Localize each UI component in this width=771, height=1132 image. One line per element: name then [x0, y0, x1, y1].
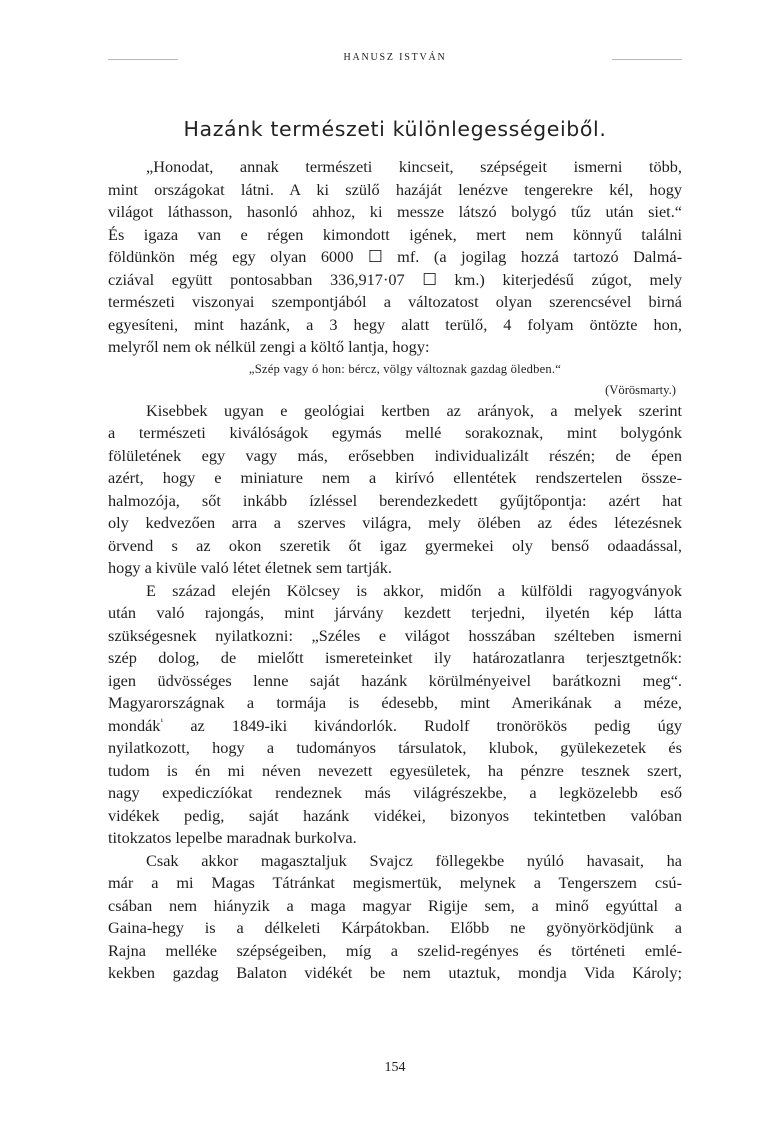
text-line: Magyarországnak a tormája is édesebb, mint Amerikának a méze, — [108, 693, 682, 712]
text-line: melyről nem ok nélkül zengi a költő lantja, hogy: — [108, 337, 430, 356]
poem-quote — [108, 359, 682, 400]
text-line: már a mi Magas Tátránkat megismertük, melynek a Tengerszem csú- — [108, 873, 682, 892]
text-line: hogy a kivüle való létet életnek sem tartják. — [108, 558, 392, 577]
body-text — [108, 156, 682, 985]
text-line: földünkön még egy olyan 6000 ☐ mf. (a jogilag hozzá tartozó Dalmá- — [108, 247, 682, 266]
text-line: Rajna melléke szépségeiben, míg a szelid-regényes és történeti emlé- — [108, 940, 682, 960]
quote-text: „Szép vagy ó hon: bércz, völgy változnak gazdag öledben.“ — [248, 361, 562, 376]
text-line: nyilatkozott, hogy a tudományos társulatok, klubok, gyülekezetek és — [108, 738, 682, 757]
header-rule-right — [612, 59, 682, 60]
text-line: kekben gazdag Balaton vidékét be nem utaztuk, mondja Vida Károly; — [108, 963, 682, 982]
text-line: szükségesnek nyilatkozni: „Széles e világot hosszában szélteben ismerni — [108, 625, 682, 645]
text-line: „Honodat, annak természeti kincseit, szépségeit ismerni több, — [146, 157, 682, 176]
paragraph-4 — [108, 850, 682, 985]
paragraph-1 — [108, 156, 682, 359]
text-line: És igaza van e régen kimondott igének, mert nem könnyű találni — [108, 224, 682, 244]
text-segment: mondák — [108, 715, 161, 735]
running-title: HANUSZ ISTVÁN — [343, 52, 447, 63]
text-line: szép dolog, de mielőtt ismereteinket ily határozatlanra terjesztgetnők: — [108, 648, 682, 667]
paragraph-2 — [108, 400, 682, 580]
page-number: 154 — [384, 1060, 406, 1075]
text-line: után való rajongás, mint járvány kezdett terjedni, ilyetén kép látta — [108, 603, 682, 622]
paragraph-3 — [108, 580, 682, 850]
text-line: világot láthasson, hasonló ahhoz, ki messze látszó bolygó tűz után siet.“ — [108, 202, 682, 221]
text-line: Gaina-hegy is a délkeleti Kárpátokban. Előbb ne gyönyörködjünk a — [108, 918, 682, 937]
text-line: cziával együtt pontosabban 336,917·07 ☐ km.) kiterjedésű zúgot, mely — [108, 269, 682, 289]
text-line: örvend s az okon szeretik őt igaz gyermekei oly benső odaadással, — [108, 535, 682, 555]
text-line: egyesíteni, mint hazánk, a 3 hegy alatt terülő, 4 folyam öntözte hon, — [108, 314, 682, 334]
text-line: csában nem hiányzik a maga magyar Rigije sem, a minő egyúttal a — [108, 895, 682, 915]
text-line: titokzatos lepelbe maradnak burkolva. — [108, 828, 357, 847]
text-line: oly kedvezően arra a szerves világra, mely ölében az édes létezésnek — [108, 513, 682, 532]
text-line: Kisebbek ugyan e geológiai kertben az arányok, a melyek szerint — [146, 400, 682, 420]
text-line: azért, hogy e miniature nem a kirívó ellentétek rendszertelen össze- — [108, 468, 682, 487]
text-line: a természeti kiválóságok egymás mellé sorakoznak, mint bolygónk — [108, 423, 682, 442]
text-line-with-footnote — [108, 715, 682, 738]
text-line: tudom is én mi néven nevezett egyesületek, ha pénzre tesznek szert, — [108, 760, 682, 780]
book-page — [108, 0, 682, 1132]
chapter-title: Hazánk természeti különlegességeiből. — [183, 117, 607, 141]
text-line: igen üdvösséges lenne saját hazánk körülményeivel barátkozni meg“. — [108, 670, 682, 690]
footnote-mark: ¹ — [160, 716, 164, 727]
text-line: nagy expediczíókat rendeznek más világrészekbe, a legközelebb eső — [108, 783, 682, 802]
text-line: E század elején Kölcsey is akkor, midőn a külföldi ragyogványok — [146, 580, 682, 600]
text-line: mint országokat látni. A ki szülő hazáját lenézve tengerekre kél, hogy — [108, 179, 682, 199]
text-line: halmozója, sőt inkább ízléssel berendezkedett gyűjtőpontja: azért hat — [108, 490, 682, 510]
text-line: természeti viszonyai szempontjából a változatost olyan szerencsével birná — [108, 292, 682, 311]
quote-attribution: (Vörösmarty.) — [605, 382, 676, 397]
text-line: Csak akkor magasztaljuk Svajcz föllegekbe nyúló havasait, ha — [146, 850, 682, 870]
text-line: vidékek pedig, saját hazánk vidékei, bizonyos tekintetben valóban — [108, 805, 682, 825]
text-segment: az 1849-iki kivándorlók. Rudolf tronörökös pedig úgy — [163, 715, 682, 735]
text-line: fölületének egy vagy más, erősebben individualizált részén; de épen — [108, 445, 682, 465]
running-header — [108, 48, 682, 70]
